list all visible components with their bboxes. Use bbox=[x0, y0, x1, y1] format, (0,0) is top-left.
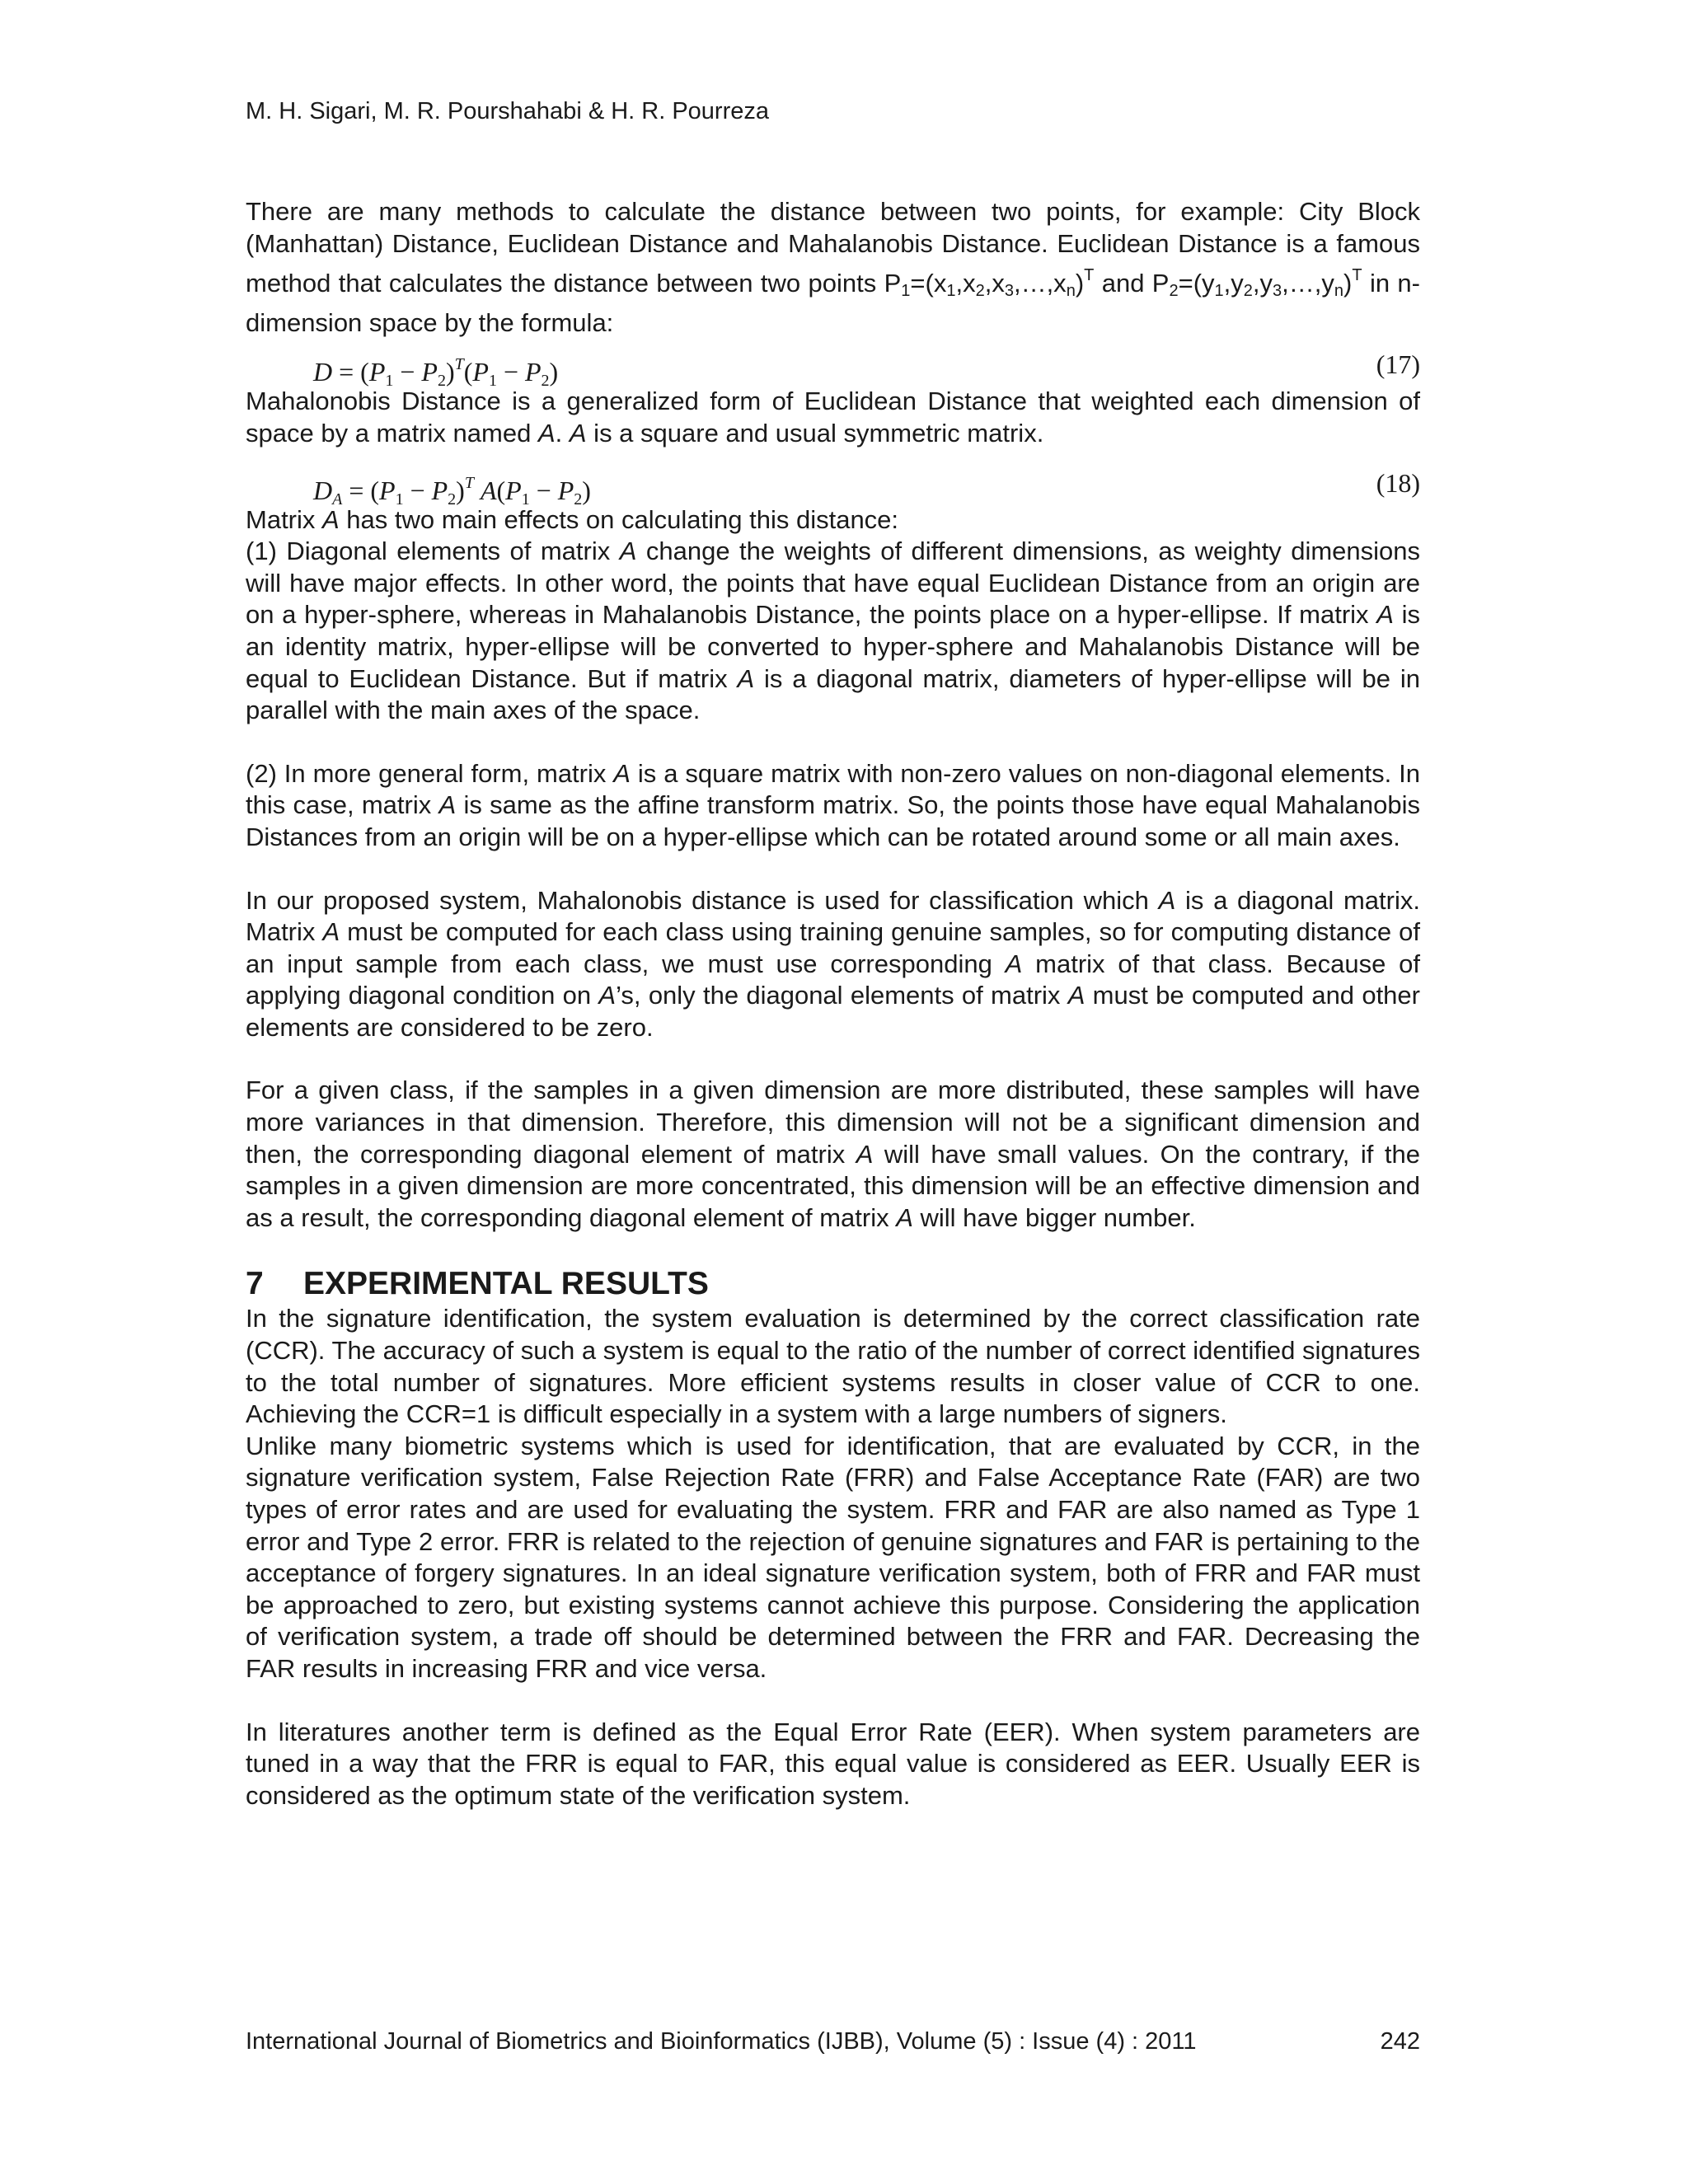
paragraph-proposed-system: In our proposed system, Mahalonobis distance is used for classification which A is a diagonal matrix. Matrix A must be computed for each class using training genuine samples, so for computing distance of an input sample from each class, we must use corresponding A matrix of that class. Because of applying diagonal condition on A’s, only the diagonal elements of matrix A must be computed and other elements are considered to be zero. bbox=[246, 885, 1421, 1042]
page-number: 242 bbox=[1380, 2028, 1420, 2055]
paragraph-mahalonobis-definition: Mahalonobis Distance is a generalized form of Euclidean Distance that weighted each dimension of space by a matrix named A. A is a square and usual symmetric matrix. bbox=[246, 387, 1420, 448]
equation-17 bbox=[246, 343, 1420, 391]
equation-18-number: (18) bbox=[1376, 467, 1420, 498]
page-footer bbox=[246, 2027, 1420, 2055]
paragraph-variance: For a given class, if the samples in a given dimension are more distributed, these samples will have more variances in that dimension. Therefore, this dimension will not be a significant dimension and then, the corresponding diagonal element of matrix A will have small values. On the contrary, if the samples in a given dimension are more concentrated, this dimension will be an effective dimension and as a result, the corresponding diagonal element of matrix A will have bigger number. bbox=[246, 1076, 1420, 1232]
paragraph-effect-general: (2) In more general form, matrix A is a square matrix with non-zero values on non-diagonal elements. In this case, matrix A is same as the affine transform matrix. So, the points those have equal Mahalanobis Distances from an origin will be on a hyper-ellipse which can be rotated around some or all main axes. bbox=[246, 758, 1421, 851]
equation-18-formula: $D_A = (P_1 - P_2)^T$ $A(P_1 - P_2)$ bbox=[313, 473, 591, 509]
paragraph-distance-methods: There are many methods to calculate the distance between two points, for example: City Block (Manhattan) Distance, Euclidean Distance and Mahalanobis Distance. Euclidean Distance is a famous method that calculates the distance between two points $P_1=(x_1,x_2,x_3,\dots,x_n)^T$ and $P_2=(y_1,y_2,y_3,\dots,y_n)^T$ in n-dimension space by the formula: bbox=[246, 197, 1420, 337]
running-head-authors: M. H. Sigari, M. R. Pourshahabi & H. R. Pourreza bbox=[246, 98, 769, 124]
equation-18 bbox=[246, 462, 1420, 509]
paragraph-frr-far: Unlike many biometric systems which is used for identification, that are evaluated by CCR, in the signature verification system, False Rejection Rate (FRR) and False Acceptance Rate (FAR) are two types of error rates and are used for evaluating the system. FRR and FAR are also named as Type 1 error and Type 2 error. FRR is related to the rejection of genuine signatures and FAR is pertaining to the acceptance of forgery signatures. In an ideal signature verification system, both of FRR and FAR must be approached to zero, but existing systems cannot achieve this purpose. Considering the application of verification system, a trade off should be determined between the FRR and FAR. Decreasing the FAR results in increasing FRR and vice versa. bbox=[246, 1431, 1420, 1683]
paragraph-effect-diagonal: (1) Diagonal elements of matrix A change the weights of different dimensions, as weighty dimensions will have major effects. In other word, the points that have equal Euclidean Distance from an origin are on a hyper-sphere, whereas in Mahalanobis Distance, the points place on a hyper-ellipse. If matrix A is an identity matrix, hyper-ellipse will be converted to hyper-sphere and Mahalanobis Distance will be equal to Euclidean Distance. But if matrix A is a diagonal matrix, diameters of hyper-ellipse will be in parallel with the main axes of the space. bbox=[246, 537, 1421, 725]
paragraph-eer: In literatures another term is defined as the Equal Error Rate (EER). When system parameters are tuned in a way that the FRR is equal to FAR, this equal value is considered as EER. Usually EER is considered as the optimum state of the verification system. bbox=[246, 1717, 1420, 1810]
body-text bbox=[246, 196, 1420, 1811]
section-heading-experimental-results: 7 EXPERIMENTAL RESULTS bbox=[246, 1266, 709, 1302]
footer-journal: International Journal of Biometrics and Bioinformatics (IJBB), Volume (5) : Issue (4) : 2011 bbox=[246, 2028, 1197, 2055]
paragraph-ccr: In the signature identification, the system evaluation is determined by the correct classification rate (CCR). The accuracy of such a system is equal to the ratio of the number of correct identified signatures to the total number of signatures. More efficient systems results in closer value of CCR to one. Achieving the CCR=1 is difficult especially in a system with a large numbers of signers. bbox=[246, 1304, 1420, 1429]
paragraph-matrix-effects-intro: Matrix A has two main effects on calculating this distance: bbox=[246, 504, 899, 534]
equation-17-formula: $D = (P_1 - P_2)^T(P_1 - P_2)$ bbox=[313, 355, 559, 391]
equation-17-number: (17) bbox=[1376, 349, 1420, 380]
